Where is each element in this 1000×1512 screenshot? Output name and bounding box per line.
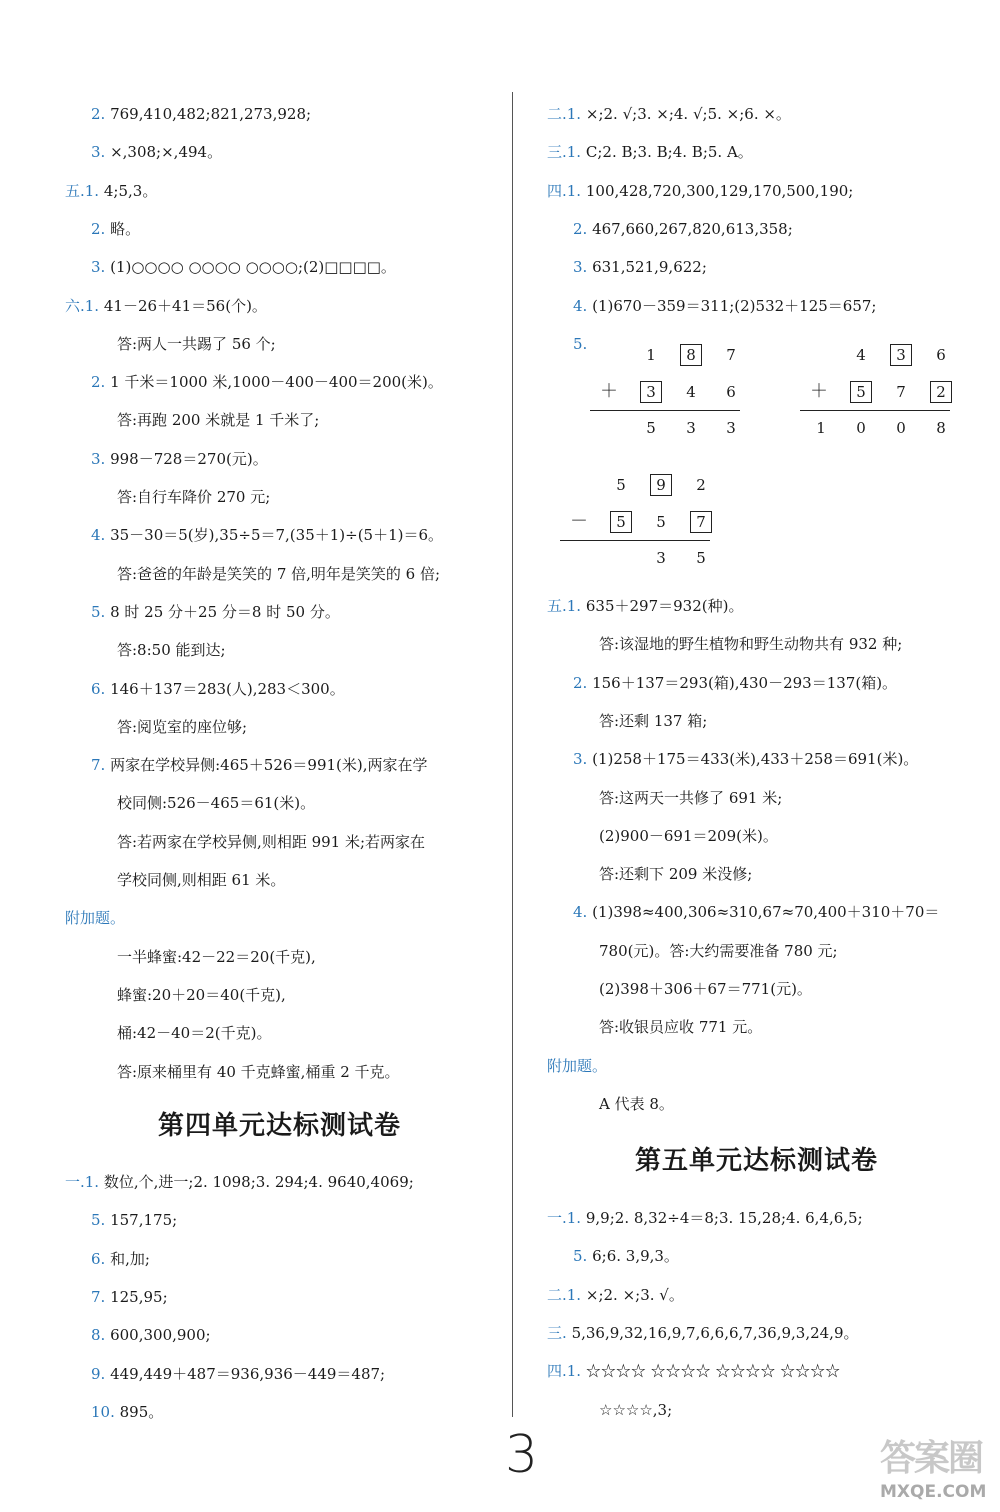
answer-text: 100,428,720,300,129,170,500,190; <box>585 181 854 200</box>
question-number: 二.1. <box>547 1285 582 1304</box>
answer-line <box>91 1287 168 1307</box>
answer-box: 3 <box>890 344 912 366</box>
answer-text: 9,9;2. 8,32÷4＝8;3. 15,28;4. 6,4,6,5; <box>585 1209 863 1227</box>
answer-text: 4;5,3。 <box>103 181 158 200</box>
digit: 7 <box>726 346 736 364</box>
answer-text: 数位,个,进一;2. 1098;3. 294;4. 9640,4069; <box>103 1173 414 1191</box>
answer-line <box>91 449 268 469</box>
answer-text: 600,300,900; <box>110 1326 211 1345</box>
question-number: 2. <box>573 673 588 692</box>
digit: 0 <box>856 419 866 437</box>
answer-line <box>547 596 743 616</box>
digit: 3 <box>686 419 696 437</box>
answer-text: 157,175; <box>110 1211 178 1230</box>
answer-box: 5 <box>610 511 632 533</box>
answer-text: 一半蜂蜜:42－22＝20(千克), <box>117 947 316 966</box>
question-number: 5. <box>573 1247 588 1266</box>
answer-line <box>573 296 876 316</box>
answer-text: 答:原来桶里有 40 千克蜂蜜,桶重 2 千克。 <box>117 1062 400 1081</box>
answer-line <box>547 1208 863 1228</box>
question-number: 3. <box>91 143 106 162</box>
answer-text: 1 千米＝1000 米,1000－400－400＝200(米)。 <box>110 373 443 392</box>
question-number: 4. <box>91 526 106 545</box>
answer-line <box>117 334 276 354</box>
answer-line <box>573 673 897 693</box>
answer-line <box>573 257 707 277</box>
calc-rule <box>560 540 710 541</box>
answer-line <box>65 1172 414 1192</box>
question-number: 三. <box>547 1323 567 1342</box>
answer-line <box>599 979 812 999</box>
calc-rule <box>590 410 740 411</box>
answer-text: C;2. B;3. B;4. B;5. A。 <box>585 143 753 162</box>
calc-rule <box>800 410 950 411</box>
question-number: 4. <box>573 296 588 315</box>
answer-text: 蜂蜜:20＋20＝40(千克), <box>117 985 286 1004</box>
digit: 1 <box>816 419 826 437</box>
question-number: 3. <box>573 750 588 769</box>
answer-line <box>547 104 791 124</box>
answer-line <box>91 1325 211 1345</box>
watermark-text: 答案圈 <box>880 1438 983 1479</box>
digit: 6 <box>936 346 946 364</box>
question-number: 2. <box>91 373 106 392</box>
answer-box: 8 <box>680 344 702 366</box>
answer-line <box>573 902 939 922</box>
answer-text: 学校同侧,则相距 61 米。 <box>117 871 286 889</box>
answer-line <box>91 525 443 545</box>
answer-text: 41－26＋41＝56(个)。 <box>103 296 267 315</box>
answer-text: 631,521,9,622; <box>592 258 707 277</box>
answer-text: 156＋137＝293(箱),430－293＝137(箱)。 <box>592 673 898 692</box>
answer-line <box>117 717 247 737</box>
answer-text: (1)○○○○ ○○○○ ○○○○;(2)□□□□。 <box>110 258 396 277</box>
answer-text: 两家在学校异侧:465＋526＝991(米),两家在学 <box>110 756 428 775</box>
answer-line <box>65 908 125 928</box>
answer-text: 146＋137＝283(人),283＜300。 <box>110 679 345 698</box>
answer-line <box>91 602 340 622</box>
answer-line <box>91 104 311 124</box>
answer-line <box>117 1023 271 1043</box>
answer-line <box>91 372 443 392</box>
operator: － <box>570 511 588 532</box>
answer-line <box>573 219 793 239</box>
question-number: 3. <box>91 258 106 277</box>
question-number: 5. <box>91 602 106 621</box>
answer-line <box>117 564 440 584</box>
question-number: 6. <box>91 1249 106 1268</box>
answer-text: (1)398≈400,306≈310,67≈70,400＋310＋70＝ <box>592 903 940 922</box>
answer-line <box>117 640 226 660</box>
answer-line <box>117 985 286 1005</box>
answer-text: 895。 <box>119 1402 164 1421</box>
question-number: 5. <box>91 1211 106 1230</box>
answer-line <box>547 1323 859 1343</box>
question-number: 附加题。 <box>65 909 126 928</box>
answer-line <box>91 1402 163 1422</box>
question-number: 四.1. <box>547 1362 582 1381</box>
operator: ＋ <box>810 381 828 402</box>
page-number: 3 <box>505 1425 539 1485</box>
digit: 0 <box>896 419 906 437</box>
answer-text: ×,308;×,494。 <box>110 143 223 162</box>
answer-line <box>547 1361 840 1381</box>
answer-text: 桶:42－40＝2(千克)。 <box>117 1024 272 1043</box>
answer-text: 校同侧:526－465＝61(米)。 <box>117 794 316 813</box>
answer-line <box>599 788 782 808</box>
question-number: 6. <box>91 679 106 698</box>
answer-text: 125,95; <box>110 1287 168 1306</box>
answer-text: 略。 <box>110 219 141 238</box>
answer-line <box>117 487 270 507</box>
answer-text: 8 时 25 分＋25 分＝8 时 50 分。 <box>110 602 340 621</box>
answer-line <box>117 793 315 813</box>
answer-line <box>547 1285 684 1305</box>
question-number: 五.1. <box>547 597 582 615</box>
question-number: 10. <box>91 1402 115 1421</box>
unit4-heading: 第四单元达标测试卷 <box>158 1111 402 1141</box>
digit: 6 <box>726 383 736 401</box>
answer-line <box>599 1017 762 1037</box>
answer-text: ☆☆☆☆,3; <box>599 1400 673 1419</box>
digit: 8 <box>936 419 946 437</box>
vertical-calculation <box>570 474 740 574</box>
answer-line <box>91 755 428 775</box>
answer-text: (1)258＋175＝433(米),433＋258＝691(米)。 <box>592 750 919 769</box>
answer-text: 答:自行车降价 270 元; <box>117 488 271 506</box>
question-number: 7. <box>91 756 106 775</box>
question-number: 8. <box>91 1326 106 1345</box>
answer-text: 答:还剩 137 箱; <box>599 711 708 730</box>
answer-line <box>117 832 425 852</box>
digit: 5 <box>616 476 626 494</box>
answer-text: ×;2. √;3. ×;4. √;5. ×;6. ×。 <box>585 105 791 123</box>
answer-line <box>573 749 918 769</box>
question-number: 9. <box>91 1364 106 1383</box>
digit: 5 <box>696 549 706 567</box>
answer-line <box>91 257 396 277</box>
question-number: 五.1. <box>65 181 100 200</box>
digit: 4 <box>686 383 696 401</box>
answer-line <box>65 296 267 316</box>
question-number: 3. <box>573 258 588 277</box>
operator: ＋ <box>600 381 618 402</box>
vertical-calculation <box>600 344 770 444</box>
answer-box: 7 <box>690 511 712 533</box>
answer-line <box>599 864 752 884</box>
digit: 7 <box>896 383 906 401</box>
answer-box: 9 <box>650 474 672 496</box>
question-number: 二.1. <box>547 105 582 123</box>
answer-text: 和,加; <box>110 1249 150 1268</box>
answer-text: 449,449＋487＝936,936－449＝487; <box>110 1364 386 1383</box>
answer-text: 答:该湿地的野生植物和野生动物共有 932 种; <box>599 635 903 654</box>
answer-text: 答:8:50 能到达; <box>117 641 226 660</box>
question-number: 三.1. <box>547 143 582 162</box>
answer-line <box>91 1364 385 1384</box>
vertical-calculation <box>810 344 980 444</box>
answer-text: 答:还剩下 209 米没修; <box>599 865 753 884</box>
answer-text: ☆☆☆☆ ☆☆☆☆ ☆☆☆☆ ☆☆☆☆ <box>585 1362 841 1381</box>
answer-line <box>91 679 345 699</box>
question-number: 2. <box>573 219 588 238</box>
answer-text: 35－30＝5(岁),35÷5＝7,(35＋1)÷(5＋1)＝6。 <box>110 526 444 545</box>
answer-text: 答:这两天一共修了 691 米; <box>599 788 783 807</box>
answer-text: (2)900－691＝209(米)。 <box>599 826 778 845</box>
answer-text: ×;2. ×;3. √。 <box>585 1285 684 1304</box>
answer-text: 答:再跑 200 米就是 1 千米了; <box>117 411 320 430</box>
answer-line <box>547 1056 607 1076</box>
answer-text: 答:收银员应收 771 元。 <box>599 1018 763 1037</box>
answer-line <box>599 1094 674 1114</box>
question-number: 四.1. <box>547 181 582 200</box>
question-number: 一.1. <box>65 1173 100 1191</box>
digit: 1 <box>646 346 656 364</box>
column-divider <box>512 92 513 1417</box>
digit: 2 <box>696 476 706 494</box>
answer-box: 2 <box>930 381 952 403</box>
answer-text: 答:若两家在学校异侧,则相距 991 米;若两家在 <box>117 832 426 851</box>
answer-line <box>573 1246 679 1266</box>
answer-text: 5,36,9,32,16,9,7,6,6,6,7,36,9,3,24,9。 <box>571 1323 859 1342</box>
digit: 3 <box>656 549 666 567</box>
answer-text: 635＋297＝932(种)。 <box>585 597 744 615</box>
answer-text: 769,410,482;821,273,928; <box>110 105 312 123</box>
unit5-heading: 第五单元达标测试卷 <box>635 1146 879 1176</box>
answer-line <box>91 1210 177 1230</box>
answer-text: 答:两人一共踢了 56 个; <box>117 334 276 353</box>
answer-line <box>599 1400 672 1420</box>
question-number: 2. <box>91 105 106 123</box>
digit: 4 <box>856 346 866 364</box>
answer-line <box>599 634 902 654</box>
answer-line <box>547 181 853 201</box>
answer-text: 答:阅览室的座位够; <box>117 717 248 736</box>
question-number: 附加题。 <box>547 1056 608 1075</box>
answer-text: (2)398＋306＋67＝771(元)。 <box>599 980 812 998</box>
answer-line <box>573 334 587 354</box>
answer-line <box>117 1062 400 1082</box>
watermark-url: MXQE.COM <box>880 1482 987 1502</box>
answer-line <box>599 941 838 961</box>
digit: 3 <box>726 419 736 437</box>
question-number: 六.1. <box>65 296 100 315</box>
answer-text: 998－728＝270(元)。 <box>110 449 268 468</box>
answer-text: 467,660,267,820,613,358; <box>592 219 793 238</box>
answer-line <box>65 181 157 201</box>
answer-line <box>547 142 753 162</box>
digit: 5 <box>656 513 666 531</box>
answer-line <box>117 947 316 967</box>
answer-box: 5 <box>850 381 872 403</box>
answer-line <box>117 870 285 890</box>
digit: 5 <box>646 419 656 437</box>
answer-box: 3 <box>640 381 662 403</box>
question-number: 2. <box>91 219 106 238</box>
answer-text: (1)670－359＝311;(2)532＋125＝657; <box>592 296 877 315</box>
question-number: 4. <box>573 903 588 922</box>
answer-line <box>599 711 707 731</box>
answer-text: A 代表 8。 <box>599 1094 674 1113</box>
answer-line <box>91 219 140 239</box>
answer-line <box>91 1249 150 1269</box>
question-number: 一.1. <box>547 1209 582 1227</box>
answer-line <box>117 410 319 430</box>
answer-line <box>599 826 778 846</box>
question-number: 3. <box>91 449 106 468</box>
answer-text: 6;6. 3,9,3。 <box>592 1247 679 1266</box>
answer-text: 780(元)。答:大约需要准备 780 元; <box>599 941 838 960</box>
question-number: 7. <box>91 1287 106 1306</box>
question-number: 5. <box>573 334 588 353</box>
answer-line <box>91 142 222 162</box>
answer-text: 答:爸爸的年龄是笑笑的 7 倍,明年是笑笑的 6 倍; <box>117 564 441 583</box>
watermark-logo <box>880 1430 998 1508</box>
